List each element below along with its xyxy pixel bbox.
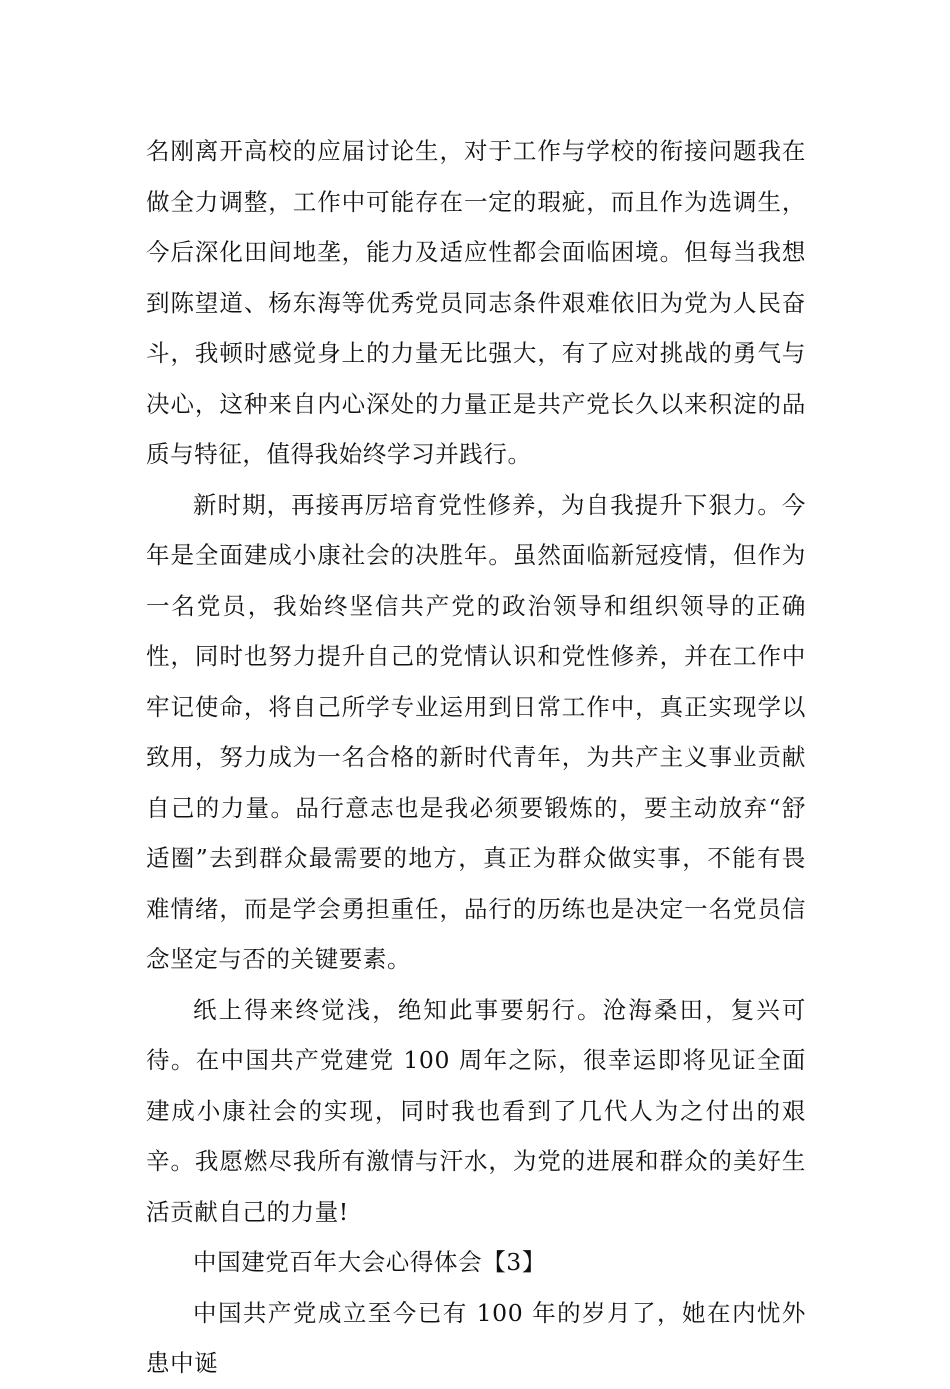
paragraph-3: 纸上得来终觉浅，绝知此事要躬行。沧海桑田，复兴可待。在中国共产党建党 100 周年之际，很幸运即将见证全面建成小康社会的实现，同时我也看到了几代人为之付出的艰辛。我愿燃尽我所有激情与汗水，为党的进展和群众的美好生活贡献自己的力量! [146, 995, 806, 1226]
section-heading: 中国建党百年大会心得体会【3】 [193, 1248, 546, 1276]
document-body [146, 126, 806, 1389]
paragraph-2: 新时期，再接再厉培育党性修养，为自我提升下狠力。今年是全面建成小康社会的决胜年。虽然面临新冠疫情，但作为一名党员，我始终坚信共产党的政治领导和组织领导的正确性，同时也努力提升自己的党情认识和党性修养，并在工作中牢记使命，将自己所学专业运用到日常工作中，真正实现学以致用，努力成为一名合格的新时代青年，为共产主义事业贡献自己的力量。品行意志也是我必须要锻炼的，要主动放弃“舒适圈”去到群众最需要的地方，真正为群众做实事，不能有畏难情绪，而是学会勇担重任，品行的历练也是决定一名党员信念坚定与否的关键要素。 [146, 490, 806, 973]
paragraph-4: 中国共产党成立至今已有 100 年的岁月了，她在内忧外患中诞 [146, 1298, 806, 1377]
paragraph-1: 名刚离开高校的应届讨论生，对于工作与学校的衔接问题我在做全力调整，工作中可能存在一定的瑕疵，而且作为选调生，今后深化田间地垄，能力及适应性都会面临困境。但每当我想到陈望道、杨东海等优秀党员同志条件艰难依旧为党为人民奋斗，我顿时感觉身上的力量无比强大，有了应对挑战的勇气与决心，这种来自内心深处的力量正是共产党长久以来积淀的品质与特征，值得我始终学习并践行。 [146, 137, 806, 468]
